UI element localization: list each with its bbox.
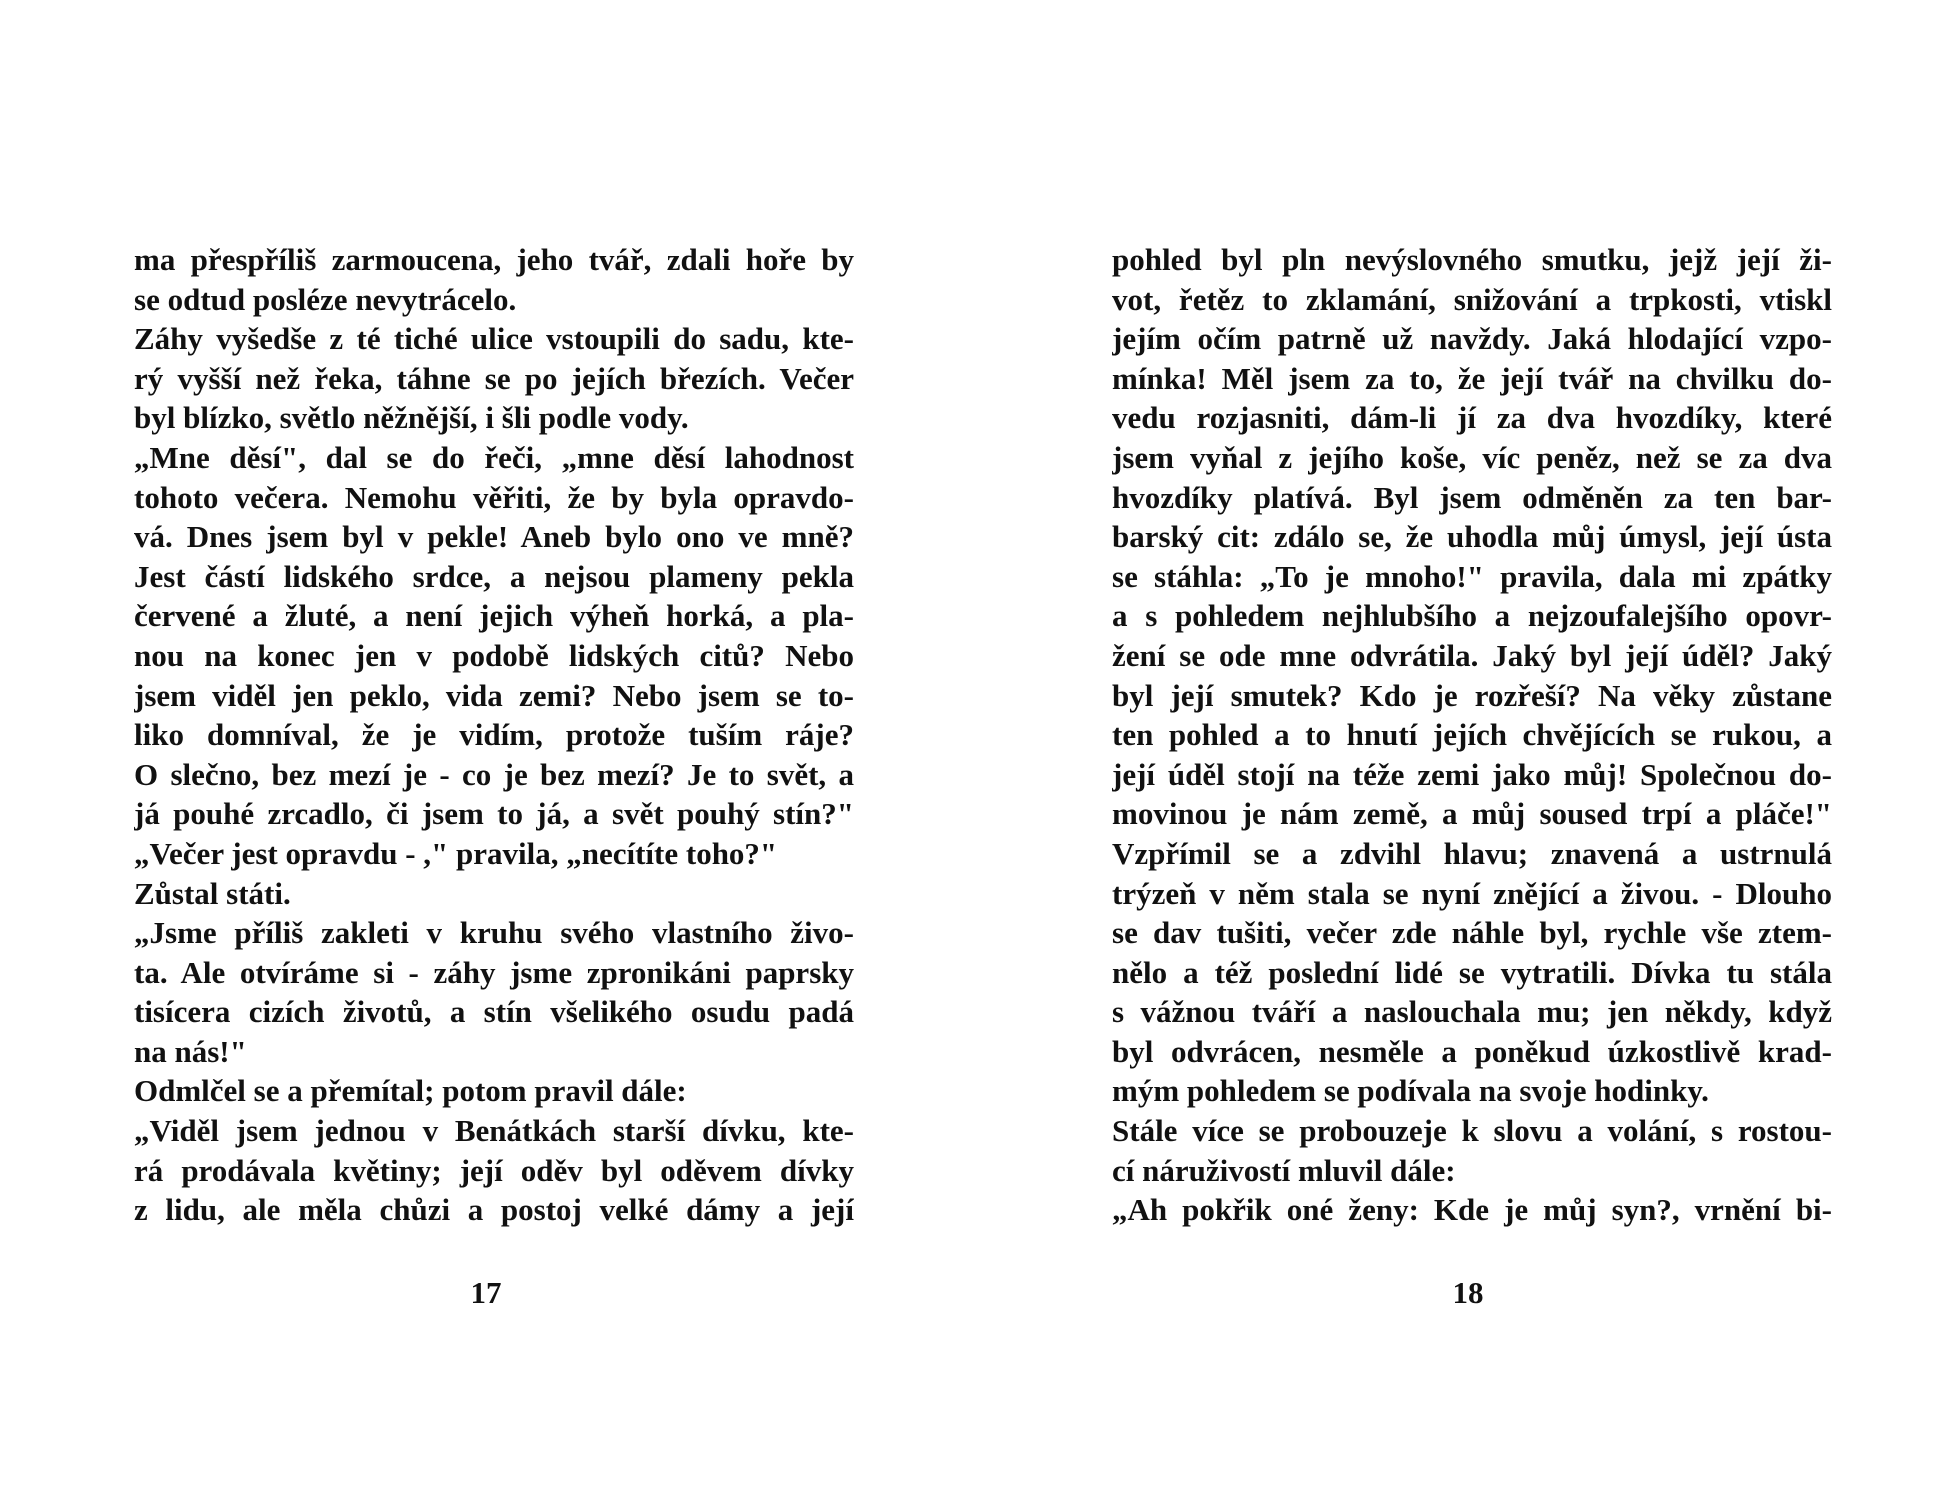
text-line: trýzeň v něm stala se nyní znějící a živou. - Dlouho (1112, 875, 1832, 911)
text-line: Stále více se probouzeje k slovu a volání, s rostou- (1112, 1113, 1832, 1149)
text-line: jsem viděl jen peklo, vida zemi? Nebo jsem se to- (134, 677, 854, 713)
right-page-text (1112, 240, 1832, 1230)
text-line: červené a žluté, a není jejich výheň horká, a pla- (134, 598, 854, 634)
text-line: ma přespříliš zarmoucena, jeho tvář, zdali hoře by (134, 242, 854, 277)
text-line: „Večer jest opravdu - ," pravila, „necítíte toho?" (134, 835, 778, 871)
page-number-right: 18 (1452, 1275, 1484, 1310)
text-line: mínka! Měl jsem za to, že její tvář na chvilku do- (1112, 360, 1832, 396)
text-line: pohled byl pln nevýslovného smutku, jejž její ži- (1112, 242, 1832, 277)
text-line: „Mne děsí", dal se do řeči, „mne děsí lahodnost (134, 439, 854, 475)
text-line: nou na konec jen v podobě lidských citů? Nebo (134, 637, 854, 673)
text-line: „Ah pokřik oné ženy: Kde je můj syn?, vrnění bi- (1112, 1192, 1832, 1228)
text-line: nělo a též poslední lidé se vytratili. Dívka tu stála (1112, 954, 1832, 990)
text-line: barský cit: zdálo se, že uhodla můj úmysl, její ústa (1112, 519, 1832, 555)
text-line: a s pohledem nejhlubšího a nejzoufalejšího opovr- (1112, 598, 1832, 634)
text-line: vedu rozjasniti, dám-li jí za dva hvozdíky, které (1112, 400, 1832, 436)
text-line: vot, řetěz to zklamání, snižování a trpkosti, vtiskl (1112, 281, 1832, 317)
text-line: „Viděl jsem jednou v Benátkách starší dívku, kte- (134, 1113, 854, 1149)
text-line: cí náruživostí mluvil dále: (1112, 1152, 1456, 1188)
text-line: byl odvrácen, nesměle a poněkud úzkostlivě krad- (1112, 1033, 1832, 1069)
text-line: byl blízko, světlo něžnější, i šli podle vody. (134, 400, 689, 436)
text-line: vá. Dnes jsem byl v pekle! Aneb bylo ono ve mně? (134, 519, 854, 555)
text-line: s vážnou tváří a naslouchala mu; jen někdy, když (1112, 994, 1832, 1030)
text-line: ta. Ale otvíráme si - záhy jsme zpronikáni paprsky (134, 954, 854, 990)
text-line: byl její smutek? Kdo je rozřeší? Na věky zůstane (1112, 677, 1832, 713)
text-line: „Jsme příliš zakleti v kruhu svého vlastního živo- (134, 915, 854, 951)
text-line: liko domníval, že je vidím, protože tuším ráje? (134, 717, 854, 753)
text-line: jsem vyňal z jejího koše, víc peněz, než se za dva (1112, 439, 1832, 475)
text-line: mým pohledem se podívala na svoje hodinky. (1112, 1073, 1709, 1109)
text-line: se dav tušiti, večer zde náhle byl, rychle vše ztem- (1112, 915, 1832, 951)
text-line: z lidu, ale měla chůzi a postoj velké dámy a její (134, 1192, 854, 1228)
text-line: jejím očím patrně už navždy. Jaká hlodající vzpo- (1112, 321, 1832, 357)
text-line: tohoto večera. Nemohu věřiti, že by byla opravdo- (134, 479, 854, 515)
text-line: rá prodávala květiny; její oděv byl oděvem dívky (134, 1152, 854, 1188)
text-line: Jest částí lidského srdce, a nejsou plameny pekla (134, 558, 854, 594)
text-line: se stáhla: „To je mnoho!" pravila, dala mi zpátky (1112, 558, 1832, 594)
text-line: žení se ode mne odvrátila. Jaký byl její úděl? Jaký (1112, 637, 1832, 673)
text-line: se odtud posléze nevytrácelo. (134, 281, 517, 317)
text-line: na nás!" (134, 1033, 247, 1069)
text-line: rý vyšší než řeka, táhne se po jejích březích. Večer (134, 360, 854, 396)
text-line: hvozdíky platívá. Byl jsem odměněn za ten bar- (1112, 479, 1832, 515)
text-line: movinou je nám země, a můj soused trpí a pláče!" (1112, 796, 1832, 832)
text-line: ten pohled a to hnutí jejích chvějících se rukou, a (1112, 717, 1832, 753)
text-line: Zůstal státi. (134, 875, 291, 911)
left-page-text (134, 240, 854, 1230)
page-number-left: 17 (470, 1275, 502, 1310)
text-line: její úděl stojí na téže zemi jako můj! Společnou do- (1112, 756, 1832, 792)
text-line: Záhy vyšedše z té tiché ulice vstoupili do sadu, kte- (134, 321, 854, 357)
text-line: tisícera cizích životů, a stín všelikého osudu padá (134, 994, 854, 1030)
text-line: Odmlčel se a přemítal; potom pravil dále: (134, 1073, 687, 1109)
text-line: Vzpřímil se a zdvihl hlavu; znavená a ustrnulá (1112, 835, 1832, 871)
text-line: já pouhé zrcadlo, či jsem to já, a svět pouhý stín?" (134, 796, 854, 832)
text-line: O slečno, bez mezí je - co je bez mezí? Je to svět, a (134, 756, 854, 792)
